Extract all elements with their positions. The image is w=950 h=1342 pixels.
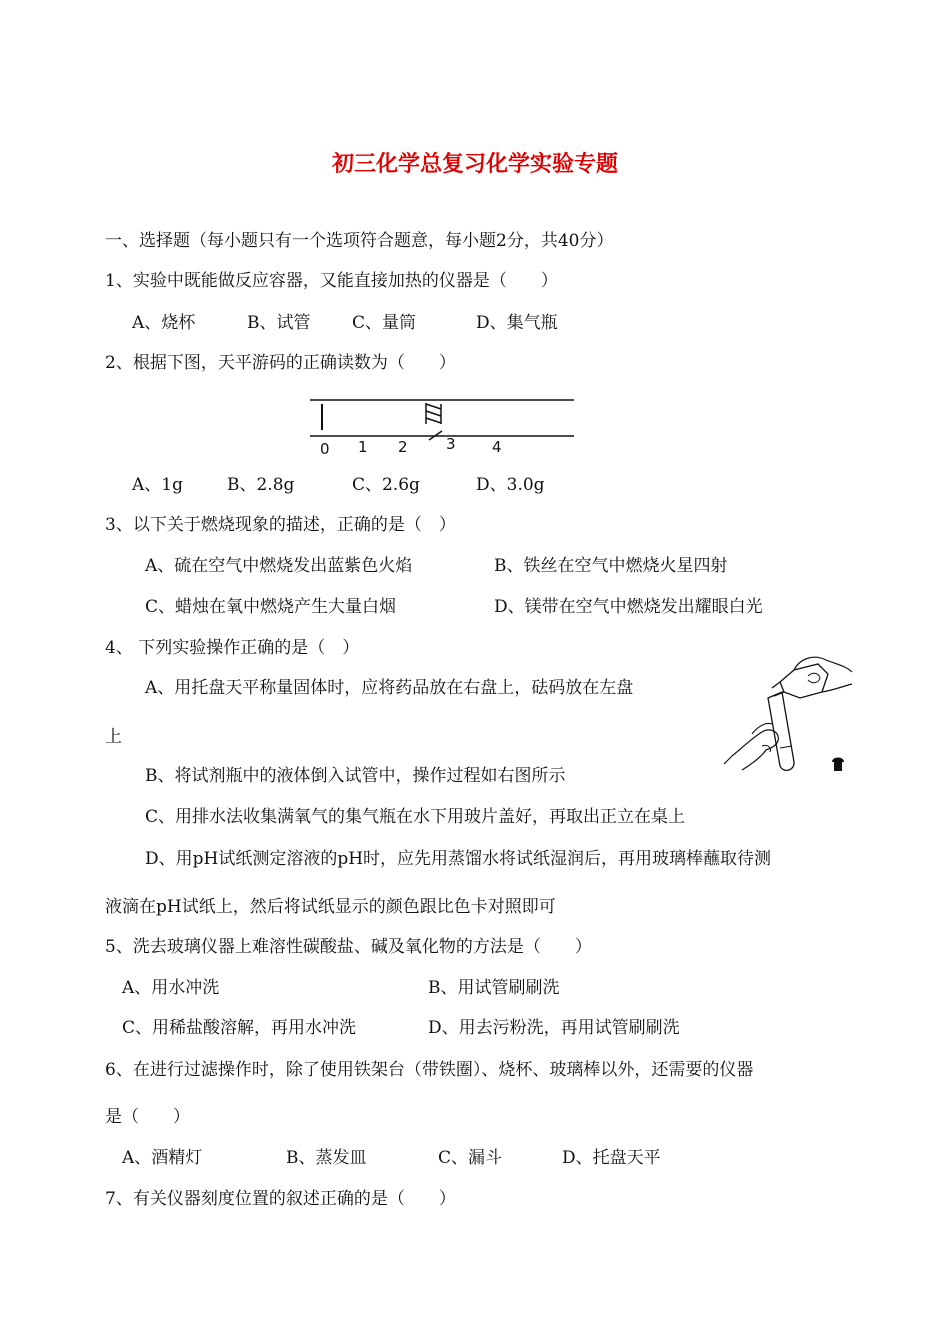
q6-option-b: B、蒸发皿: [286, 1148, 367, 1168]
q4-option-c: C、用排水法收集满氧气的集气瓶在水下用玻片盖好，再取出正立在桌上: [145, 807, 686, 827]
scale-tick-2: 2: [398, 438, 408, 456]
q3-option-c: C、蜡烛在氧中燃烧产生大量白烟: [145, 597, 397, 617]
q5-option-a: A、用水冲洗: [122, 978, 220, 998]
q2-option-a: A、1g: [132, 475, 183, 495]
q6-option-d: D、托盘天平: [562, 1148, 661, 1168]
question-6-stem-line2: 是（ ）: [105, 1107, 190, 1127]
q4-option-d-line2: 液滴在pH试纸上，然后将试纸显示的颜色跟比色卡对照即可: [105, 897, 556, 917]
q6-option-a: A、酒精灯: [122, 1148, 203, 1168]
q2-option-b: B、2.8g: [227, 475, 295, 495]
q2-option-d: D、3.0g: [476, 475, 545, 495]
q4-option-a-line1: A、用托盘天平称量固体时，应将药品放在右盘上，砝码放在左盘: [145, 678, 634, 698]
q1-option-a: A、烧杯: [132, 313, 196, 333]
question-5-stem: 5、洗去玻璃仪器上难溶性碳酸盐、碱及氧化物的方法是（ ）: [105, 937, 592, 957]
section-heading: 一、选择题（每小题只有一个选项符合题意，每小题2分，共40分）: [105, 231, 614, 251]
q1-option-d: D、集气瓶: [476, 313, 558, 333]
q1-option-c: C、量筒: [352, 313, 417, 333]
q4-option-a-line2: 上: [105, 727, 122, 747]
question-2-stem: 2、根据下图，天平游码的正确读数为（ ）: [105, 353, 456, 373]
q6-option-c: C、漏斗: [438, 1148, 503, 1168]
q5-option-b: B、用试管刷刷洗: [428, 978, 560, 998]
q5-option-d: D、用去污粉洗，再用试管刷刷洗: [428, 1018, 680, 1038]
q5-option-c: C、用稀盐酸溶解，再用水冲洗: [122, 1018, 357, 1038]
q3-option-b: B、铁丝在空气中燃烧火星四射: [494, 556, 728, 576]
q2-option-c: C、2.6g: [352, 475, 420, 495]
page-title: 初三化学总复习化学实验专题: [331, 151, 618, 177]
scale-tick-3: 3: [446, 435, 456, 453]
q1-option-b: B、试管: [247, 313, 311, 333]
q4-option-d-line1: D、用pH试纸测定溶液的pH时，应先用蒸馏水将试纸湿润后，再用玻璃棒蘸取待测: [145, 849, 772, 869]
q4-option-b: B、将试剂瓶中的液体倒入试管中，操作过程如右图所示: [145, 766, 566, 786]
question-4-stem: 4、 下列实验操作正确的是（ ）: [105, 638, 360, 658]
q3-option-d: D、镁带在空气中燃烧发出耀眼白光: [494, 597, 763, 617]
question-1-stem: 1、实验中既能做反应容器，又能直接加热的仪器是（ ）: [105, 271, 558, 291]
scale-tick-1: 1: [358, 438, 368, 456]
question-6-stem-line1: 6、在进行过滤操作时，除了使用铁架台（带铁圈）、烧杯、玻璃棒以外，还需要的仪器: [105, 1060, 754, 1080]
balance-rider-figure: [300, 390, 590, 465]
question-7-stem: 7、有关仪器刻度位置的叙述正确的是（ ）: [105, 1189, 456, 1209]
q3-option-a: A、硫在空气中燃烧发出蓝紫色火焰: [145, 556, 413, 576]
scale-tick-0: 0: [320, 440, 330, 458]
scale-tick-4: 4: [492, 438, 502, 456]
question-3-stem: 3、以下关于燃烧现象的描述，正确的是（ ）: [105, 515, 456, 535]
pouring-liquid-figure: [722, 652, 854, 780]
